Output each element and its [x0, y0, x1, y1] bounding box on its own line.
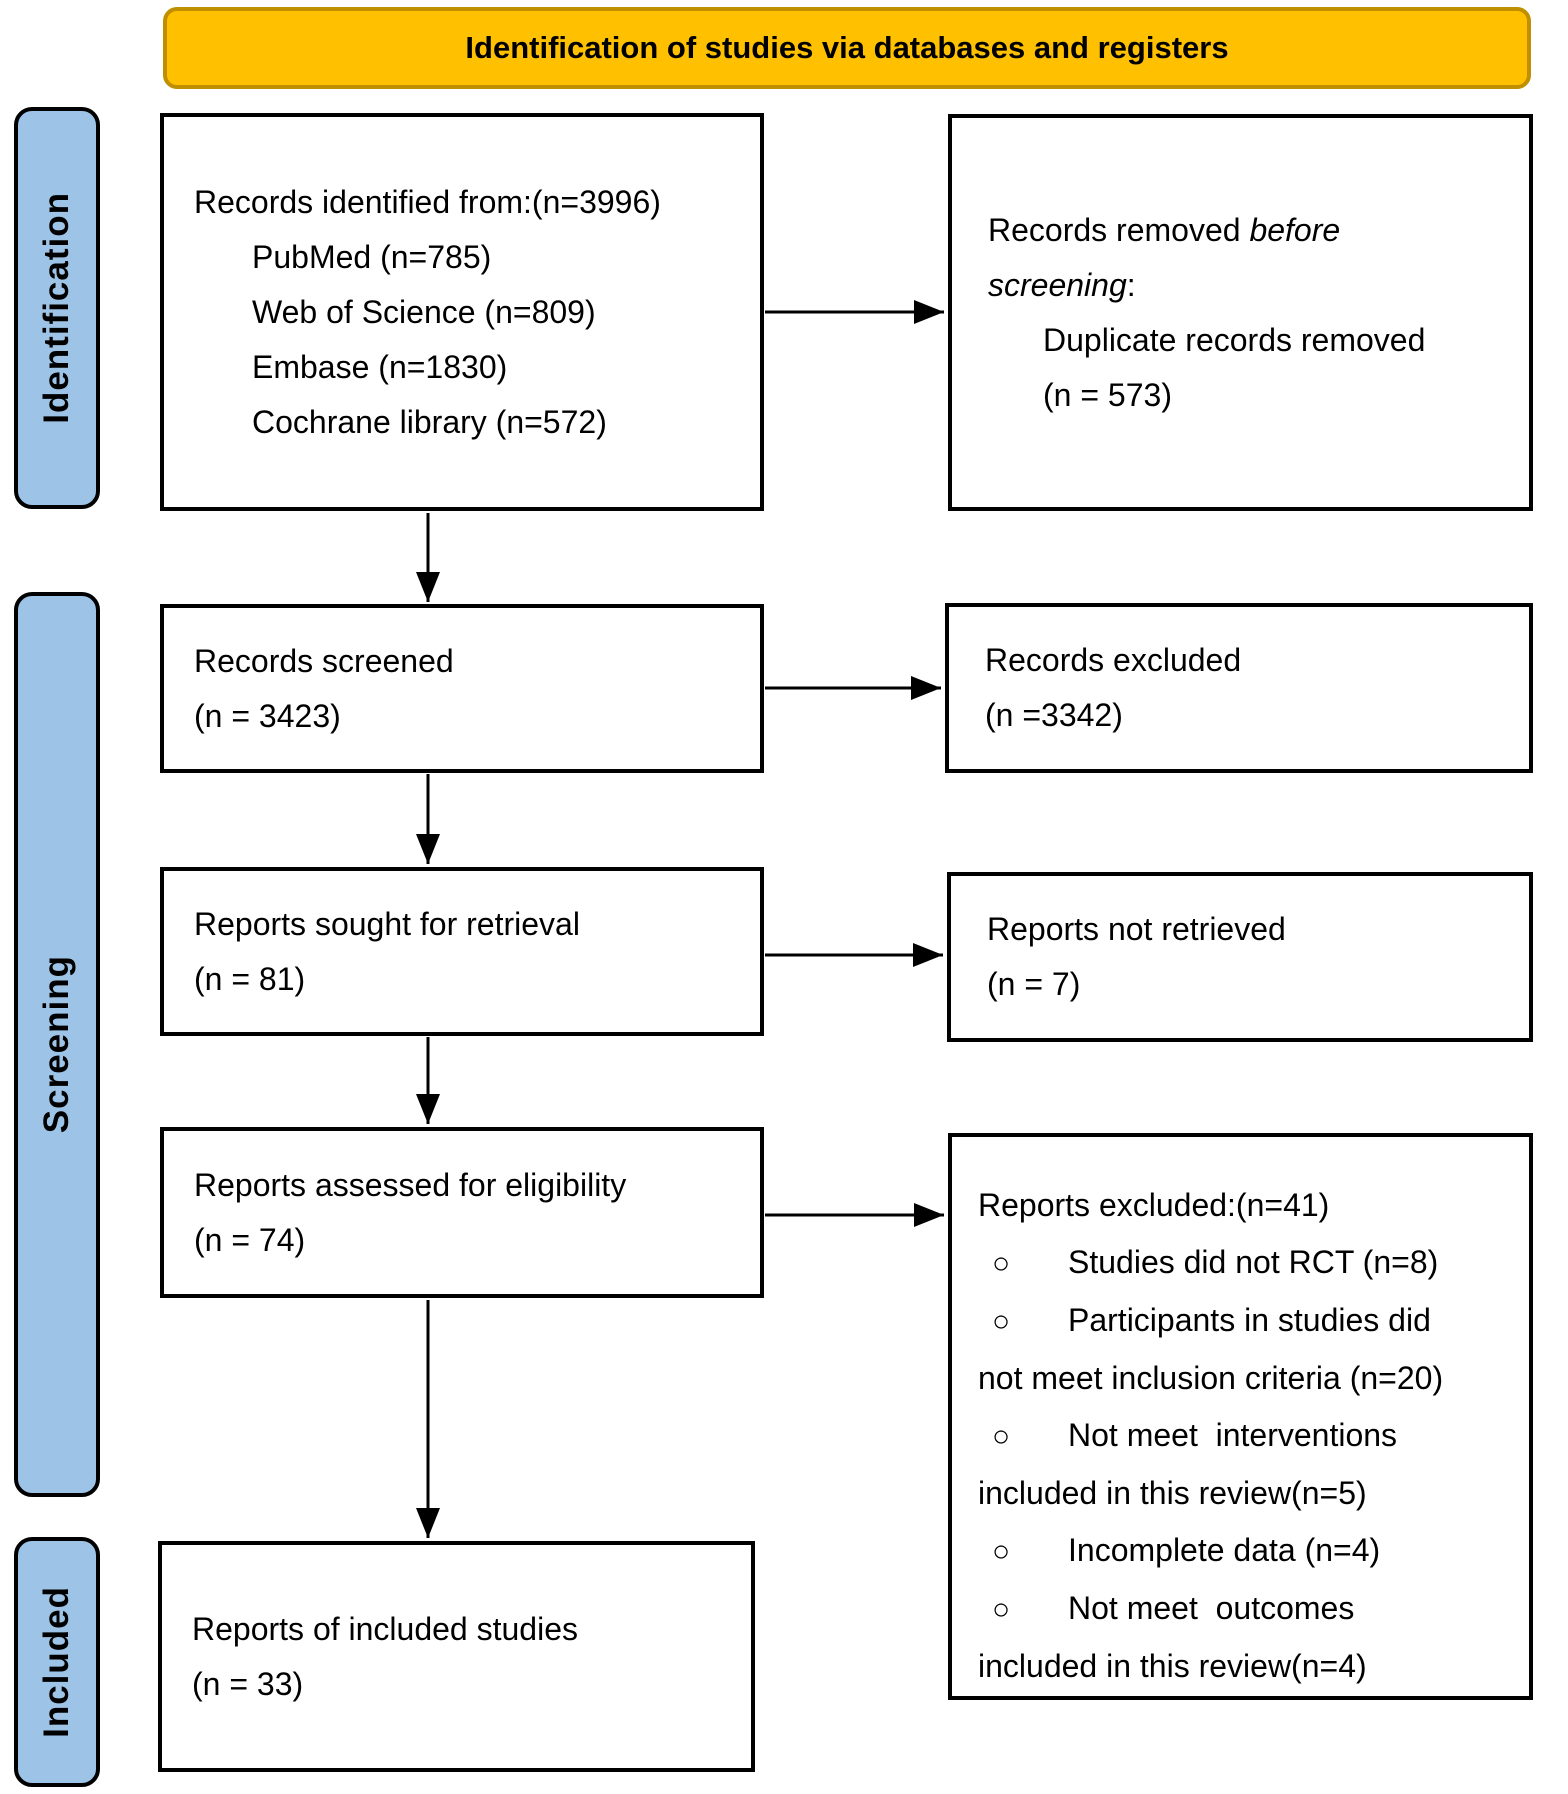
- stage-label-identification: Identification: [14, 107, 100, 509]
- reports-excluded-title: Reports excluded:(n=41): [978, 1187, 1330, 1223]
- reports-excluded-reason: ○ Not meet interventions: [978, 1407, 1521, 1465]
- records-identified-item: Cochrane library (n=572): [252, 403, 607, 440]
- records-excluded-count: (n =3342): [985, 697, 1123, 733]
- circle-bullet-icon: ○: [992, 1420, 1011, 1453]
- circle-bullet-icon: ○: [992, 1535, 1011, 1568]
- circle-bullet-icon: ○: [992, 1247, 1011, 1280]
- reports-assessed-label: Reports assessed for eligibility: [194, 1166, 627, 1203]
- reports-sought-label: Reports sought for retrieval: [194, 905, 580, 942]
- stage-label-screening: Screening: [14, 592, 100, 1497]
- records-identified-item: Embase (n=1830): [252, 348, 508, 385]
- records-screened-label: Records screened: [194, 642, 454, 679]
- box-reports-assessed: [160, 1127, 764, 1298]
- reports-sought-count: (n = 81): [194, 960, 306, 997]
- reports-excluded-reason-wrap: included in this review(n=4): [978, 1648, 1367, 1684]
- records-removed-item: (n = 573): [1043, 376, 1172, 413]
- records-identified-item: Web of Science (n=809): [252, 293, 596, 330]
- reports-excluded-reason: ○ Studies did not RCT (n=8): [978, 1234, 1521, 1292]
- box-included-studies: [158, 1541, 755, 1772]
- reports-excluded-reason: ○ Incomplete data (n=4): [978, 1522, 1521, 1580]
- records-removed-line: screening:: [988, 266, 1136, 303]
- box-reports-sought: [160, 867, 764, 1036]
- records-removed-line: Records removed before: [988, 211, 1341, 248]
- records-identified-item: PubMed (n=785): [252, 238, 492, 275]
- reports-excluded-reason-wrap: not meet inclusion criteria (n=20): [978, 1360, 1444, 1396]
- box-records-identified: [160, 113, 764, 511]
- included-studies-count: (n = 33): [192, 1665, 304, 1702]
- included-studies-label: Reports of included studies: [192, 1610, 578, 1647]
- records-removed-item: Duplicate records removed: [1043, 321, 1426, 358]
- reports-not-retrieved-label: Reports not retrieved: [987, 911, 1286, 947]
- circle-bullet-icon: ○: [992, 1305, 1011, 1338]
- reports-excluded-reason: ○ Not meet outcomes: [978, 1580, 1521, 1638]
- stage-label-included: Included: [14, 1537, 100, 1787]
- box-reports-excluded: [948, 1133, 1533, 1700]
- box-reports-not-retrieved: [947, 872, 1533, 1042]
- records-excluded-label: Records excluded: [985, 642, 1242, 678]
- reports-not-retrieved-count: (n = 7): [987, 966, 1081, 1002]
- box-records-screened: [160, 604, 764, 773]
- reports-excluded-reason-wrap: included in this review(n=5): [978, 1475, 1367, 1511]
- banner-title-text: Identification of studies via databases and registers: [465, 30, 1229, 65]
- box-records-removed: [948, 114, 1533, 511]
- reports-excluded-reason: ○ Participants in studies did: [978, 1292, 1521, 1350]
- circle-bullet-icon: ○: [992, 1593, 1011, 1626]
- records-screened-count: (n = 3423): [194, 697, 341, 734]
- box-records-excluded: [945, 603, 1533, 773]
- reports-assessed-count: (n = 74): [194, 1221, 306, 1258]
- records-identified-title: Records identified from:(n=3996): [194, 183, 661, 220]
- banner-title: [163, 7, 1531, 89]
